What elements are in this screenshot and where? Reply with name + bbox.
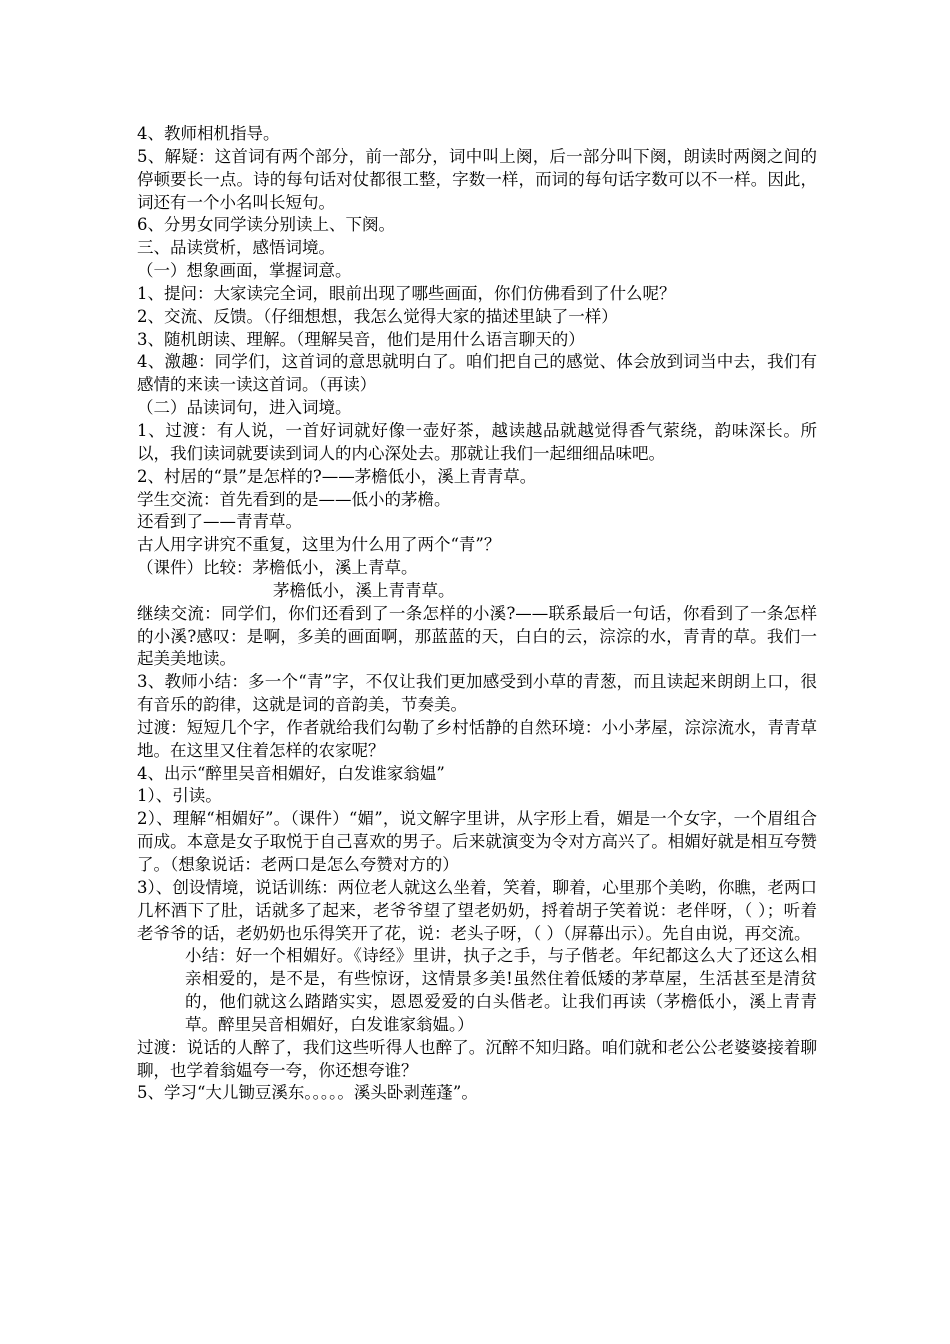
item-5-study: 5、学习“大儿锄豆溪东。。。。。溪头卧剥莲蓬”。 (137, 1083, 478, 1103)
subsection-2-heading: （二）品读词句，进入词境。 (137, 398, 352, 418)
document-page (137, 123, 817, 1105)
transition-praise: 过渡：说话的人醉了，我们这些听得人也醉了。沉醉不知归路。咱们就和老公公老婆婆接着聊聊，也学着翁媪夸一夸，你还想夸谁？ (137, 1037, 817, 1080)
continue-exchange: 继续交流：同学们，你们还看到了一条怎样的小溪?——联系最后一句话，你看到了一条怎样的小溪?感叹：是啊，多美的画面啊，那蓝蓝的天，白白的云，淙淙的水，青青的草。我们一起美美地读。 (137, 603, 817, 669)
summary-paragraph: 小结：好一个相媚好。《诗经》里讲，执子之手，与子偕老。年纪都这么大了还这么相亲相爱的，是不是，有些惊讶，这情景多美!虽然住着低矮的茅草屋，生活甚至是清贫的，他们就这么踏踏实实，恩恩爱爱的白头偕老。让我们再读（茅檐低小，溪上青青草。醉里吴音相媚好，白发谁家翁媪。） (185, 946, 817, 1034)
item-2-feedback: 2、交流、反馈。（仔细想想，我怎么觉得大家的描述里缺了一样） (137, 306, 618, 326)
repeat-question: 古人用字讲究不重复，这里为什么用了两个“青”？ (137, 535, 501, 555)
comparison-1: （课件）比较：茅檐低小，溪上青草。 (137, 558, 418, 578)
item-2-scenery: 2、村居的“景”是怎样的?——茅檐低小，溪上青青草。 (137, 466, 537, 486)
sub-1-guided-reading: 1）、引读。 (137, 786, 222, 806)
section-3-heading: 三、品读赏析，感悟词境。 (137, 238, 335, 258)
sub-2-understanding: 2）、理解“相媚好”。（课件）“媚”，说文解字里讲，从字形上看，媚是一个女字，一个眉组合而成。本意是女子取悦于自己喜欢的男子。后来就演变为令对方高兴了。相媚好就是相互夸赞了。（想象说话：老两口是怎么夸赞对方的） (137, 809, 817, 874)
transition-environment: 过渡：短短几个字，作者就给我们勾勒了乡村恬静的自然环境：小小茅屋，淙淙流水，青青草地。在这里又住着怎样的农家呢？ (137, 717, 817, 760)
subsection-1-heading: （一）想象画面，掌握词意。 (137, 261, 352, 281)
sub-3-speaking-practice: 3）、创设情境，说话训练：两位老人就这么坐着，笑着，聊着，心里那个美哟，你瞧，老两口几杯酒下了肚，话就多了起来，老爷爷望了望老奶奶，捋着胡子笑着说：老伴呀，（ ）；听着老爷爷的话，老奶奶也乐得笑开了花，说：老头子呀，（ ）（屏幕出示）。先自由说，再交流。 (137, 877, 817, 943)
item-3-teacher-summary: 3、教师小结：多一个“青”字，不仅让我们更加感受到小草的青葱，而且读起来朗朗上口，很有音乐的韵律，这就是词的音韵美，节奏美。 (137, 672, 817, 715)
item-1-transition: 1、过渡：有人说，一首好词就好像一壶好茶，越读越品就越觉得香气萦绕，韵味深长。所以，我们读词就要读到词人的内心深处去。那就让我们一起细细品味吧。 (137, 420, 817, 463)
student-exchange: 学生交流：首先看到的是——低小的茅檐。 (137, 489, 451, 509)
step-4-teacher-guidance: 4、教师相机指导。 (137, 124, 280, 143)
item-4-motivation: 4、激趣：同学们，这首词的意思就明白了。咱们把自己的感觉、体会放到词当中去，我们有感情的来读一读这首词。（再读） (137, 352, 817, 395)
item-1-question: 1、提问：大家读完全词，眼前出现了哪些画面，你们仿佛看到了什么呢？ (137, 283, 676, 303)
step-6-group-reading: 6、分男女同学读分别读上、下阕。 (137, 215, 395, 235)
item-4-show-line: 4、出示“醉里吴音相媚好，白发谁家翁媪” (137, 763, 445, 783)
comparison-2: 茅檐低小，溪上青青草。 (273, 580, 455, 600)
item-3-reading: 3、随机朗读、理解。（理解吴音，他们是用什么语言聊天的） (137, 329, 585, 349)
step-5-explain-doubts: 5、解疑：这首词有两个部分，前一部分，词中叫上阕，后一部分叫下阕，朗读时两阕之间的停顿要长一点。诗的每句话对仗都很工整，字数一样，而词的每句话字数可以不一样。因此，词还有一个小名叫长短句。 (137, 146, 817, 212)
also-saw: 还看到了——青青草。 (137, 512, 302, 532)
